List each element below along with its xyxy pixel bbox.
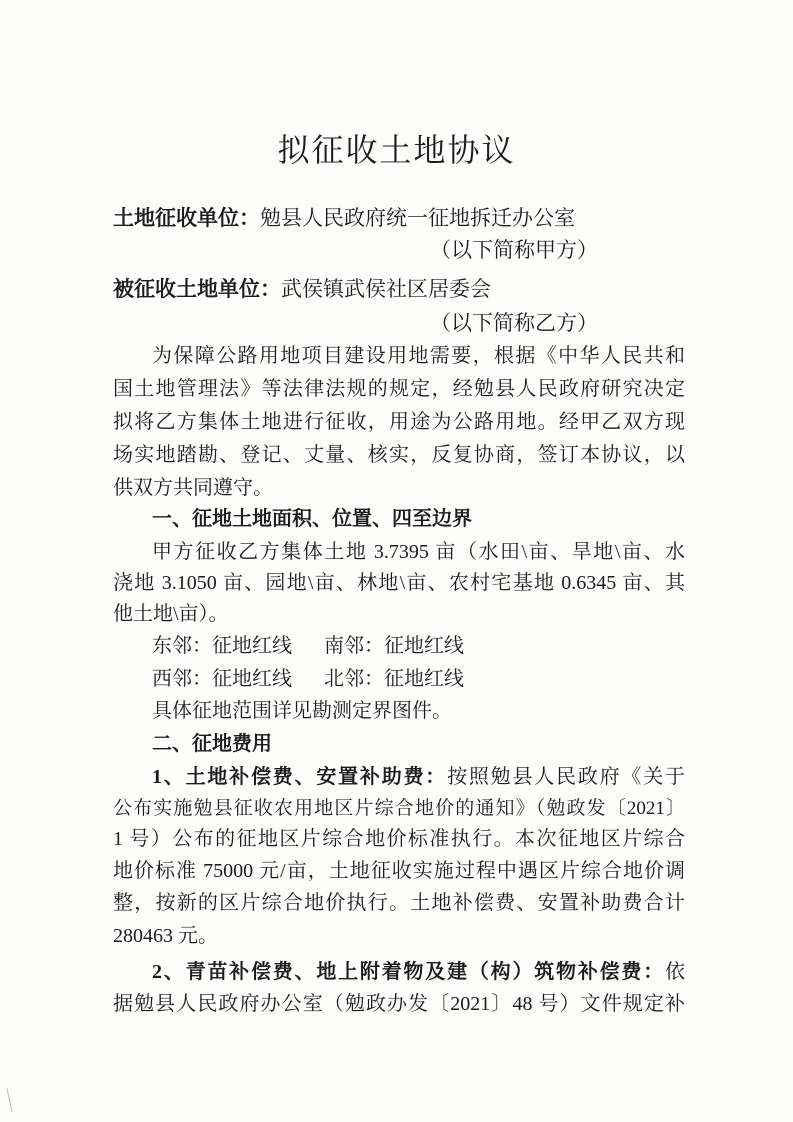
party-acquirer-line bbox=[113, 202, 713, 235]
item2-first-line bbox=[152, 956, 685, 989]
intro-line: 场实地踏勘、登记、丈量、核实，反复协商，签订本协议，以 bbox=[113, 444, 685, 466]
boundary-north: 北邻：征地红线 bbox=[324, 668, 464, 690]
intro-line: 为保障公路用地项目建设用地需要，根据《中华人民共和 bbox=[152, 345, 685, 367]
party-acquirer-label: 土地征收单位： bbox=[113, 206, 260, 230]
boundary-note: 具体征地范围详见勘测定界图件。 bbox=[152, 700, 452, 722]
item2-line: 据勉县人民政府办公室（勉政办发〔2021〕48 号）文件规定补 bbox=[113, 993, 685, 1015]
item1-line: 地价标准 75000 元/亩，土地征收实施过程中遇区片综合地价调 bbox=[113, 860, 685, 882]
section2-heading: 二、征地费用 bbox=[152, 733, 272, 755]
item1-line: 1 号）公布的征地区片综合地价标准执行。本次征地区片综合 bbox=[113, 828, 685, 850]
boundary-east: 东邻：征地红线 bbox=[152, 635, 292, 657]
area-line: 甲方征收乙方集体土地 3.7395 亩（水田\亩、旱地\亩、水 bbox=[152, 541, 685, 563]
item1-line: 整，按新的区片综合地价执行。土地补偿费、安置补助费合计 bbox=[113, 892, 685, 914]
item1-first-line bbox=[152, 761, 685, 794]
boundary-west: 西邻：征地红线 bbox=[152, 668, 292, 690]
boundary-row bbox=[152, 663, 685, 696]
item1-line: 公布实施勉县征收农用地区片综合地价的通知》（勉政发〔2021〕 bbox=[113, 798, 685, 819]
item2-label: 2、青苗补偿费、地上附着物及建（构）筑物补偿费： bbox=[152, 961, 665, 983]
boundary-row bbox=[152, 630, 685, 663]
item1-line: 280463 元。 bbox=[113, 925, 218, 947]
party-acquired-line bbox=[113, 273, 713, 306]
party-acquirer-value: 勉县人民政府统一征地拆迁办公室 bbox=[260, 206, 575, 230]
item1-text: 按照勉县人民政府《关于 bbox=[447, 766, 686, 788]
party-acquired-label: 被征收土地单位： bbox=[113, 277, 281, 301]
intro-line: 国土地管理法》等法律法规的规定，经勉县人民政府研究决定 bbox=[113, 378, 685, 400]
intro-line: 供双方共同遵守。 bbox=[113, 477, 273, 499]
item1-label: 1、土地补偿费、安置补助费： bbox=[152, 766, 448, 788]
intro-line: 拟将乙方集体土地进行征收，用途为公路用地。经甲乙双方现 bbox=[113, 411, 685, 433]
section1-heading: 一、征地土地面积、位置、四至边界 bbox=[152, 508, 472, 530]
boundary-south: 南邻：征地红线 bbox=[324, 635, 464, 657]
party-acquirer-alias: （以下简称甲方） bbox=[430, 238, 598, 262]
party-acquired-value: 武侯镇武侯社区居委会 bbox=[281, 277, 491, 301]
party-acquired-alias: （以下简称乙方） bbox=[430, 311, 598, 335]
item2-text: 依 bbox=[665, 961, 685, 983]
area-line: 他土地\亩）。 bbox=[113, 603, 229, 625]
area-line: 浇地 3.1050 亩、园地\亩、林地\亩、农村宅基地 0.6345 亩、其 bbox=[113, 572, 685, 594]
document-title: 拟征收土地协议 bbox=[277, 132, 516, 168]
scan-artifact bbox=[7, 1088, 13, 1112]
